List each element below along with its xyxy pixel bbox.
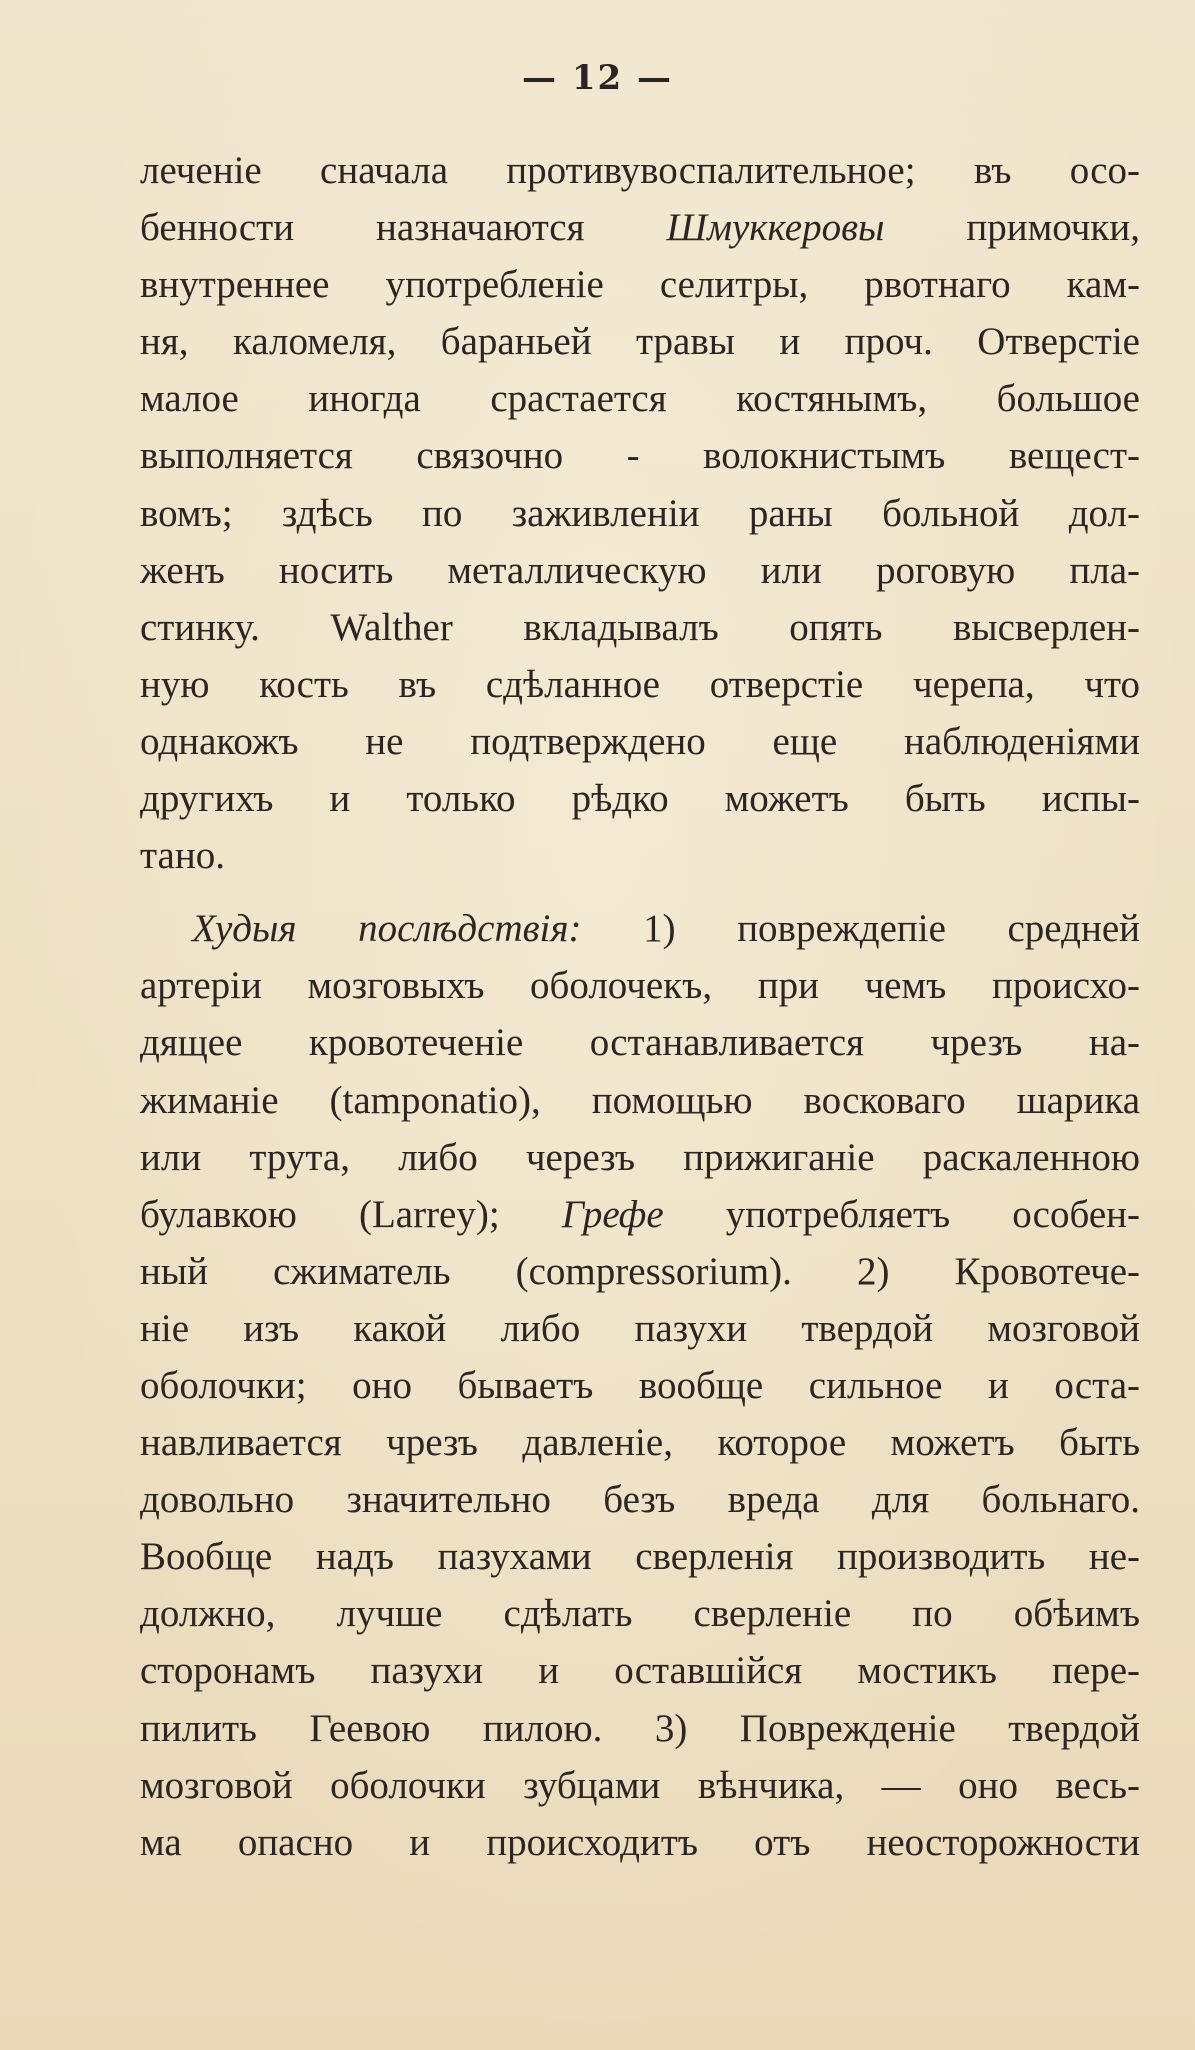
text-line: дящее кровотеченіе останавливается чрезъ на- bbox=[140, 1021, 1140, 1065]
text-line: ніе изъ какой либо пазухи твердой мозговой bbox=[140, 1306, 1140, 1350]
text-line: леченіе сначала противувоспалительное; въ осо- bbox=[140, 149, 1140, 192]
text-line: мозговой оболочки зубцами вѣнчика, — оно весь- bbox=[140, 1763, 1140, 1807]
text-line: вомъ; здѣсь по заживленіи раны больной дол- bbox=[140, 491, 1140, 535]
text-line: Худыя послѣдствія: 1) повреждепіе средней bbox=[192, 907, 1140, 951]
text-line: навливается чрезъ давленіе, которое можетъ быть bbox=[140, 1421, 1140, 1465]
text-line: выполняется связочно - волокнистымъ вещест- bbox=[140, 434, 1140, 478]
text-line: жиманіе (tamponatio), помощью восковаго шарика bbox=[140, 1078, 1140, 1122]
text-line: ную кость въ сдѣланное отверстіе черепа, что bbox=[140, 662, 1140, 706]
text-line: должно, лучше сдѣлать сверленіе по обѣимъ bbox=[140, 1592, 1140, 1636]
text-line: ма опасно и происходитъ отъ неосторожности bbox=[140, 1820, 1140, 1864]
text-line: или трута, либо черезъ прижиганіе раскаленною bbox=[140, 1135, 1140, 1179]
text-line: ный сжиматель (compressorium). 2) Кровотече- bbox=[140, 1249, 1140, 1293]
page-number: — 12 — bbox=[522, 58, 673, 98]
italic-name: Шмуккеровы bbox=[666, 206, 885, 250]
text-line: женъ носить металлическую или роговую пла- bbox=[140, 548, 1140, 592]
text-line: однакожъ не подтверждено еще наблюденіями bbox=[140, 719, 1140, 763]
text-line: сторонамъ пазухи и оставшійся мостикъ пере- bbox=[140, 1649, 1140, 1693]
text-line: малое иногда срастается костянымъ, большое bbox=[140, 377, 1140, 421]
text-line: довольно значительно безъ вреда для больнаго. bbox=[140, 1478, 1140, 1522]
text-line: стинку. Walther вкладывалъ опять высверлен- bbox=[140, 605, 1140, 649]
text-line: внутреннее употребленіе селитры, рвотнаго кам- bbox=[140, 263, 1140, 307]
paragraph-gap bbox=[140, 884, 1140, 900]
body-text bbox=[140, 142, 1140, 1871]
text-line: пилить Геевою пилою. 3) Поврежденіе твердой bbox=[140, 1706, 1140, 1750]
text-line: ня, каломеля, бараньей травы и проч. Отверстіе bbox=[140, 320, 1140, 364]
text-line: другихъ и только рѣдко можетъ быть испы- bbox=[140, 777, 1140, 821]
text-line: оболочки; оно бываетъ вообще сильное и оста- bbox=[140, 1363, 1140, 1407]
text-line: булавкою (Larrey); Грефе употребляетъ особен- bbox=[140, 1192, 1140, 1236]
text-line: бенности назначаются Шмуккеровы примочки, bbox=[140, 206, 1140, 250]
text-line: артеріи мозговыхъ оболочекъ, при чемъ происхо- bbox=[140, 964, 1140, 1008]
text-line: Вообще надъ пазухами сверленія производить не- bbox=[140, 1535, 1140, 1579]
italic-heading: Худыя послѣдствія: bbox=[192, 907, 582, 951]
text-line: тано. bbox=[140, 834, 225, 878]
italic-name: Грефе bbox=[561, 1192, 664, 1236]
